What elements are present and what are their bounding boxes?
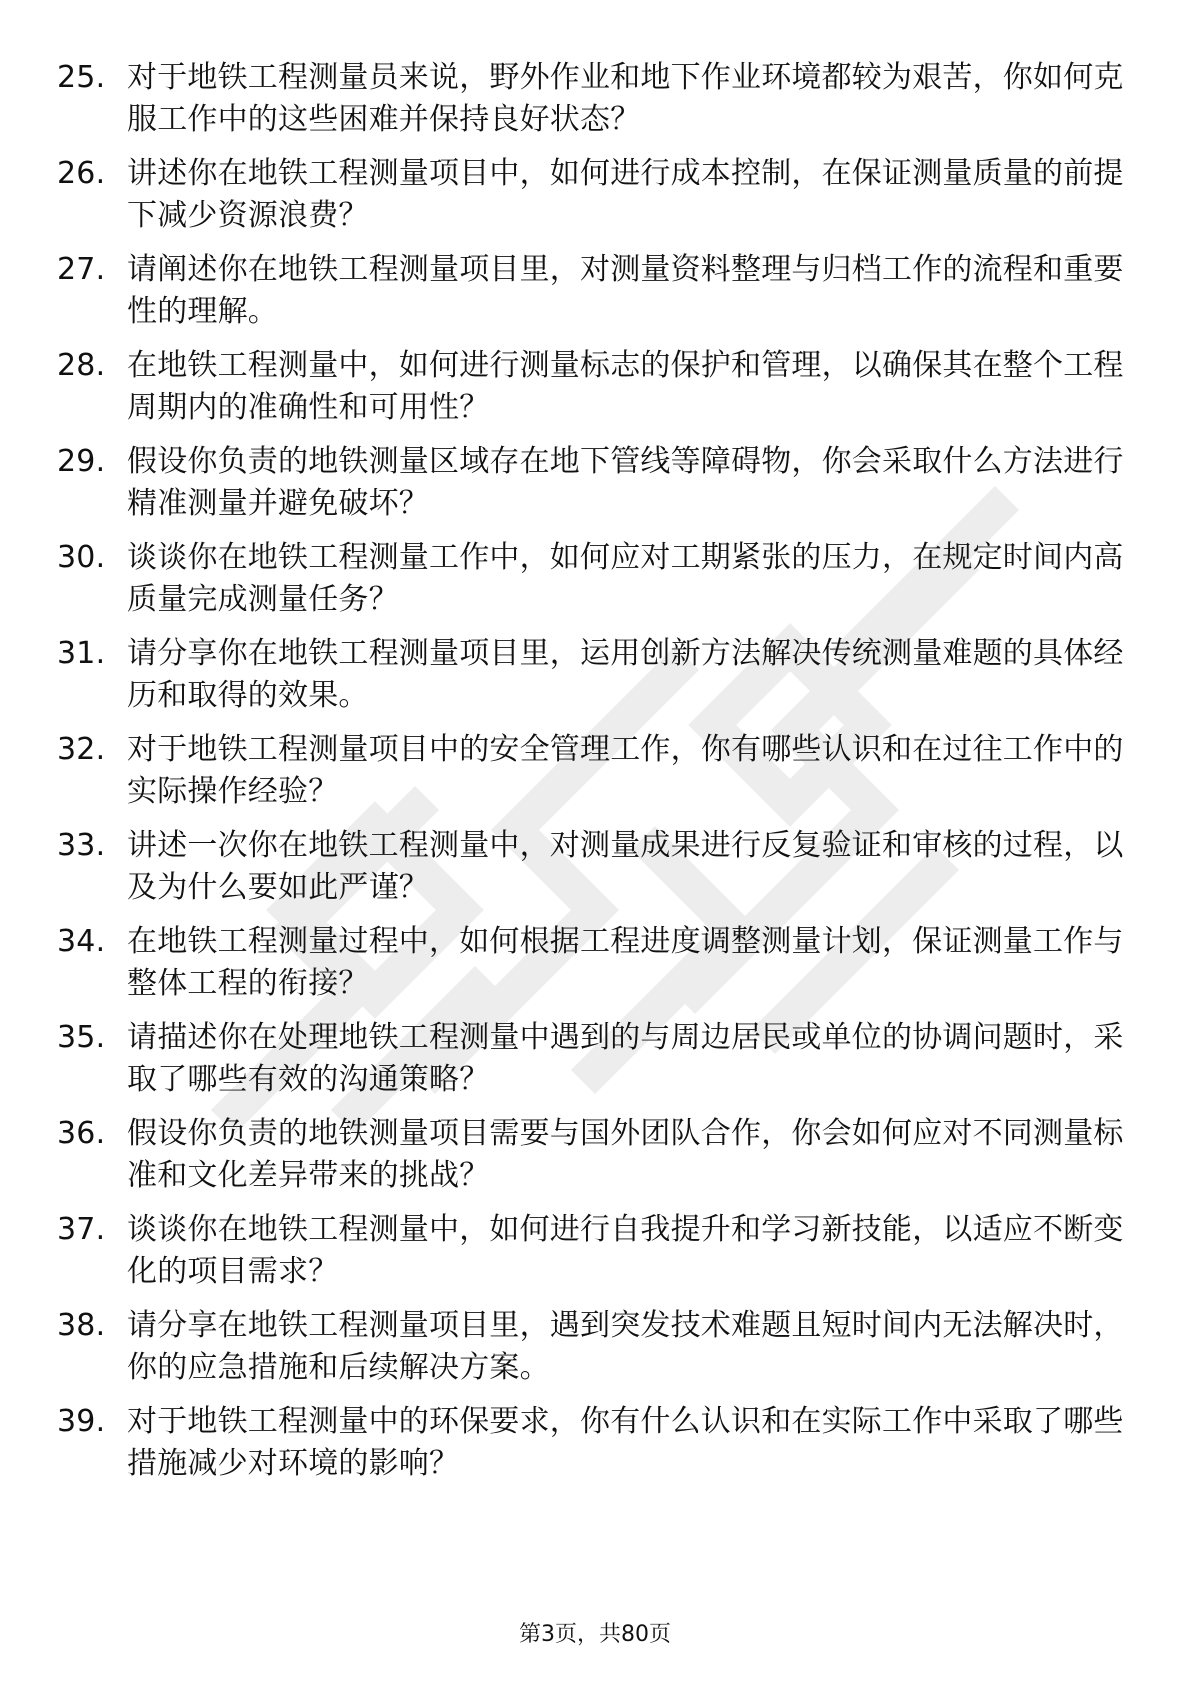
question-number: 32.	[57, 732, 106, 767]
question-number: 25.	[57, 60, 106, 95]
question-item	[57, 153, 1124, 249]
question-text: 讲述一次你在地铁工程测量中，对测量成果进行反复验证和审核的过程，以及为什么要如此严谨？	[127, 828, 1124, 905]
question-text: 假设你负责的地铁测量项目需要与国外团队合作，你会如何应对不同测量标准和文化差异带来的挑战？	[127, 1116, 1124, 1193]
question-item	[57, 633, 1124, 729]
question-number: 39.	[57, 1404, 106, 1439]
question-text: 在地铁工程测量过程中，如何根据工程进度调整测量计划，保证测量工作与整体工程的衔接？	[127, 924, 1124, 1001]
question-text: 对于地铁工程测量项目中的安全管理工作，你有哪些认识和在过往工作中的实际操作经验？	[127, 732, 1124, 809]
question-text: 对于地铁工程测量中的环保要求，你有什么认识和在实际工作中采取了哪些措施减少对环境的影响？	[127, 1404, 1124, 1481]
question-number: 34.	[57, 924, 106, 959]
question-item	[57, 1305, 1124, 1401]
question-text: 讲述你在地铁工程测量项目中，如何进行成本控制，在保证测量质量的前提下减少资源浪费？	[127, 156, 1124, 233]
question-number: 27.	[57, 252, 106, 287]
question-number: 38.	[57, 1308, 106, 1343]
question-number: 28.	[57, 348, 106, 383]
question-number: 29.	[57, 444, 106, 479]
question-item	[57, 345, 1124, 441]
page-footer: 第3页，共80页	[519, 1622, 671, 1647]
question-item	[57, 825, 1124, 921]
question-text: 对于地铁工程测量员来说，野外作业和地下作业环境都较为艰苦，你如何克服工作中的这些困难并保持良好状态？	[127, 60, 1124, 137]
question-item	[57, 1113, 1124, 1209]
question-item	[57, 1209, 1124, 1305]
question-item	[57, 537, 1124, 633]
question-item	[57, 921, 1124, 1017]
question-number: 26.	[57, 156, 106, 191]
question-text: 请分享在地铁工程测量项目里，遇到突发技术难题且短时间内无法解决时，你的应急措施和后续解决方案。	[127, 1308, 1124, 1385]
question-item	[57, 729, 1124, 825]
question-item	[57, 441, 1124, 537]
question-item	[57, 249, 1124, 345]
question-text: 在地铁工程测量中，如何进行测量标志的保护和管理，以确保其在整个工程周期内的准确性和可用性？	[127, 348, 1124, 425]
question-number: 37.	[57, 1212, 106, 1247]
question-text: 请分享你在地铁工程测量项目里，运用创新方法解决传统测量难题的具体经历和取得的效果。	[127, 636, 1124, 713]
question-number: 31.	[57, 636, 106, 671]
question-number: 33.	[57, 828, 106, 863]
question-item	[57, 57, 1124, 153]
question-text: 请阐述你在地铁工程测量项目里，对测量资料整理与归档工作的流程和重要性的理解。	[127, 252, 1124, 329]
question-number: 30.	[57, 540, 106, 575]
question-text: 请描述你在处理地铁工程测量中遇到的与周边居民或单位的协调问题时，采取了哪些有效的沟通策略？	[127, 1020, 1124, 1097]
question-item	[57, 1017, 1124, 1113]
question-text: 谈谈你在地铁工程测量工作中，如何应对工期紧张的压力，在规定时间内高质量完成测量任务？	[127, 540, 1124, 617]
question-number: 36.	[57, 1116, 106, 1151]
question-text: 谈谈你在地铁工程测量中，如何进行自我提升和学习新技能，以适应不断变化的项目需求？	[127, 1212, 1124, 1289]
question-number: 35.	[57, 1020, 106, 1055]
question-list	[57, 57, 1124, 1497]
question-text: 假设你负责的地铁测量区域存在地下管线等障碍物，你会采取什么方法进行精准测量并避免破坏？	[127, 444, 1124, 521]
question-item	[57, 1401, 1124, 1497]
